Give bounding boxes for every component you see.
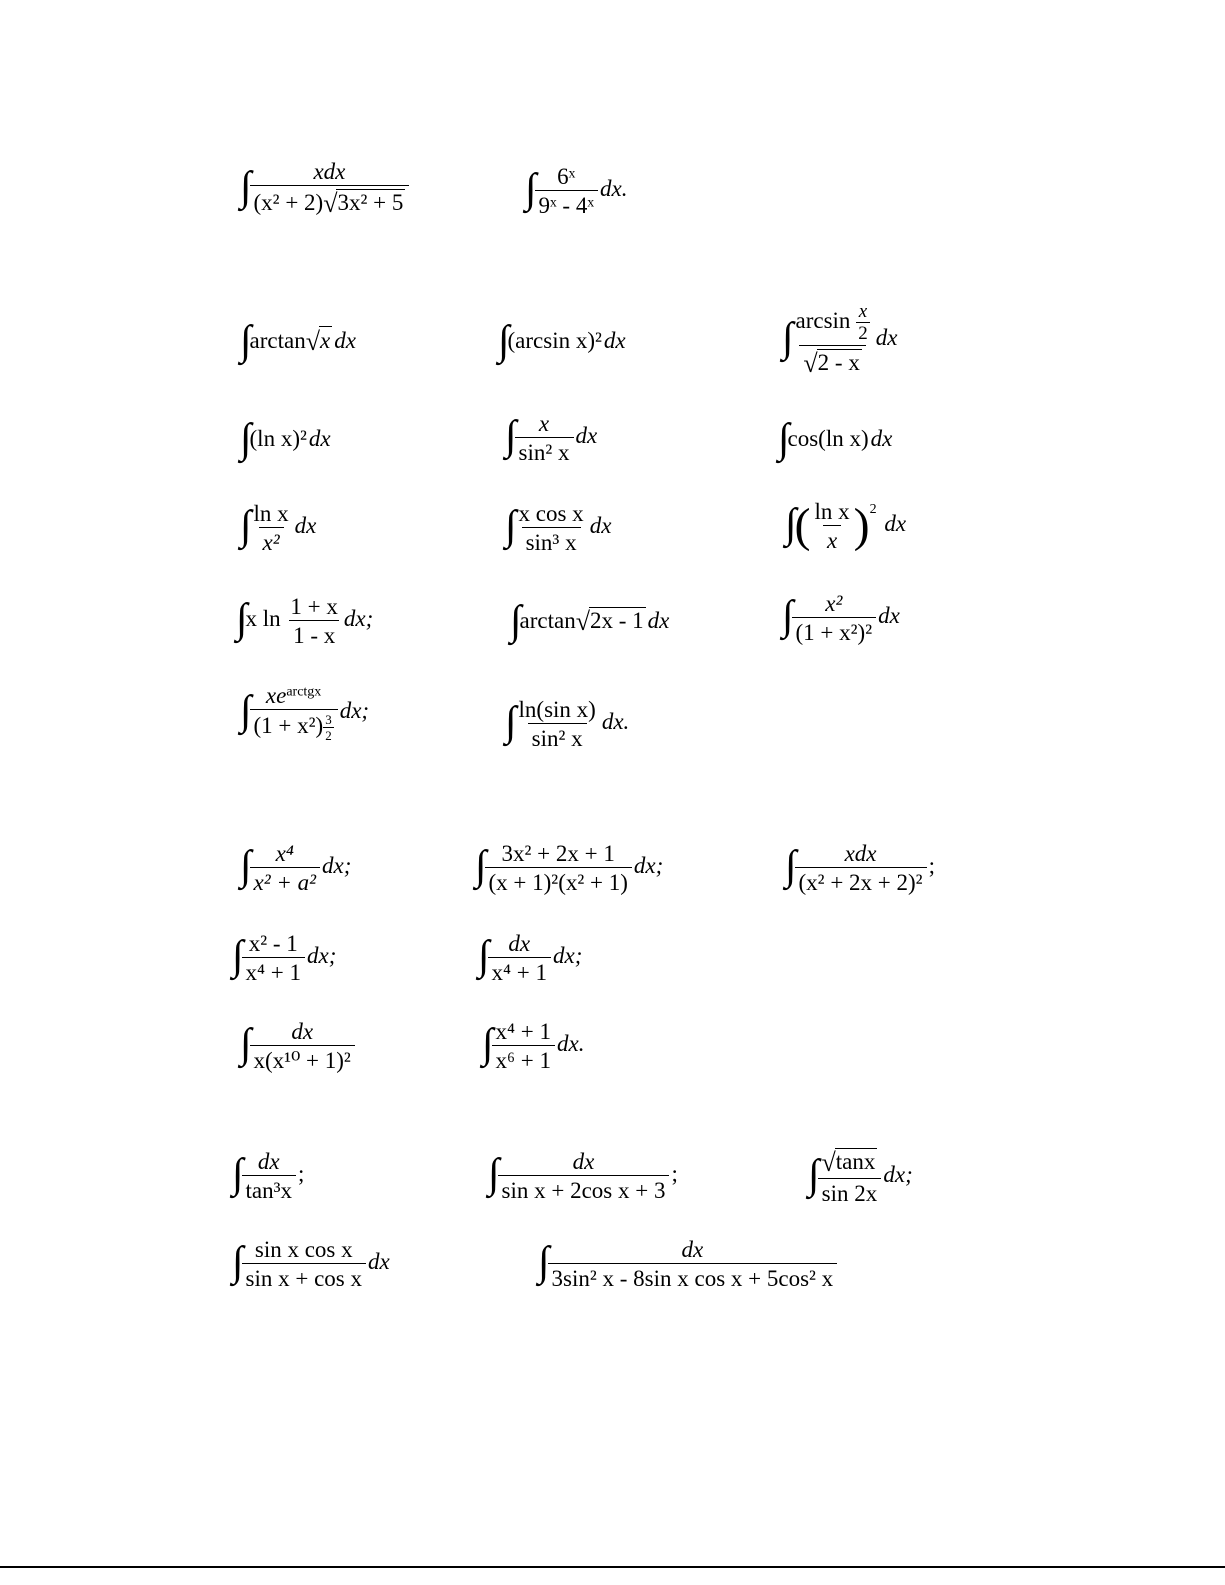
integral-17 xyxy=(240,842,351,894)
integral-sign: ∫ xyxy=(782,314,794,361)
integral-6: ∫(ln x)²dx xyxy=(240,416,331,462)
denominator: x² + a² xyxy=(250,867,321,894)
semicolon: ; xyxy=(928,853,935,879)
denominator: sin x + cos x xyxy=(242,1263,366,1290)
numerator: x⁴ xyxy=(275,841,294,866)
differential: dx xyxy=(870,426,893,452)
integral-9 xyxy=(240,502,316,554)
numerator: sin x cos x xyxy=(254,1237,353,1262)
integral-18 xyxy=(475,842,663,894)
integral-26 xyxy=(808,1148,913,1205)
integral-sign: ∫ xyxy=(240,1021,252,1067)
integral-7 xyxy=(505,412,597,464)
semicolon: ; xyxy=(671,1161,678,1187)
integral-sign: ∫ xyxy=(505,503,517,549)
fraction xyxy=(250,1020,355,1072)
integral-19 xyxy=(785,842,935,894)
denominator xyxy=(799,345,865,377)
denominator: x(x¹⁰ + 1)² xyxy=(250,1045,355,1072)
numerator: xdx xyxy=(844,841,877,866)
denominator: sin² x xyxy=(515,437,574,464)
denominator: sin 2x xyxy=(818,1178,882,1205)
fraction xyxy=(242,1238,366,1290)
fraction xyxy=(250,842,321,894)
integral-sign: ∫ xyxy=(782,593,794,639)
denominator: x⁶ + 1 xyxy=(492,1045,556,1072)
integral-sign: ∫ xyxy=(232,933,244,979)
fraction xyxy=(250,502,293,554)
denominator: tan³x xyxy=(242,1175,297,1202)
integral-sign: ∫ xyxy=(240,416,252,462)
numerator xyxy=(818,1148,882,1178)
integral-28 xyxy=(538,1238,837,1290)
integral-27 xyxy=(232,1238,390,1290)
exponent: 2 xyxy=(869,502,877,518)
numerator: ln x xyxy=(253,501,289,526)
differential: dx xyxy=(603,328,626,354)
denominator: 1 - x xyxy=(289,620,339,647)
integral-21 xyxy=(478,932,582,984)
differential: dx. xyxy=(601,709,630,735)
differential: dx xyxy=(294,513,317,539)
integral-5 xyxy=(782,302,897,377)
differential: dx. xyxy=(557,1031,585,1057)
differential: dx; xyxy=(633,853,664,879)
differential: dx xyxy=(647,608,670,634)
numerator: 3x² + 2x + 1 xyxy=(501,841,615,866)
integral-20 xyxy=(232,932,336,984)
fraction xyxy=(250,684,338,742)
differential: dx xyxy=(575,423,598,449)
denominator: (1 + x²) $\frac{3}{2}$ xyxy=(250,709,338,742)
numerator: xdx xyxy=(313,159,346,184)
integral-25 xyxy=(488,1150,678,1202)
integral-8: ∫cos(ln x)dx xyxy=(778,416,893,462)
integral-24 xyxy=(232,1150,304,1202)
fraction xyxy=(492,1020,556,1072)
integral-sign: ∫ xyxy=(240,688,252,734)
integral-sign: ∫ xyxy=(232,1151,244,1197)
integral-sign: ∫ xyxy=(482,1021,494,1067)
denominator: x⁴ + 1 xyxy=(488,957,552,984)
fraction xyxy=(548,1238,838,1290)
fraction xyxy=(535,165,598,217)
fraction xyxy=(515,502,588,554)
denominator: 3sin² x - 8sin x cos x + 5cos² x xyxy=(548,1263,838,1290)
radical: √2x - 1 xyxy=(575,607,644,637)
radical: √3x² + 5 xyxy=(323,189,404,218)
differential: dx; xyxy=(307,943,337,969)
integral-14 xyxy=(782,592,900,644)
semicolon: ; xyxy=(298,1161,305,1187)
integral-sign: ∫ xyxy=(498,318,510,364)
denominator: 9ˣ - 4ˣ xyxy=(535,190,598,217)
fraction xyxy=(811,500,854,552)
numerator: 1 + x xyxy=(290,594,338,619)
fractional-exponent: $\frac{3}{2}$ xyxy=(325,712,332,743)
differential: dx xyxy=(308,426,331,452)
inner-fraction: $\frac{x}{2}$ xyxy=(858,301,868,344)
numerator: ln x xyxy=(814,499,850,524)
differential: dx xyxy=(368,1249,390,1275)
denominator: (1 + x²)² xyxy=(792,617,877,644)
denominator: x² xyxy=(259,527,284,554)
integral-sign: ∫ xyxy=(236,596,248,642)
integral-sign: ∫ xyxy=(785,501,797,547)
numerator: dx xyxy=(508,931,531,956)
fraction xyxy=(242,1150,297,1202)
page-bottom-rule xyxy=(0,1566,1225,1568)
differential: dx; xyxy=(883,1161,913,1187)
left-paren: ( xyxy=(794,499,811,552)
differential: dx; xyxy=(343,606,374,632)
integral-sign: ∫ xyxy=(525,166,537,212)
fraction xyxy=(488,932,552,984)
fraction xyxy=(485,842,632,894)
numerator: arcsin $\frac{x}{2}$ xyxy=(795,301,868,344)
integral-sign: ∫ xyxy=(488,1151,500,1197)
numerator: 6ˣ xyxy=(557,164,576,189)
fraction xyxy=(818,1148,882,1205)
denominator: x xyxy=(823,525,841,552)
denominator: sin³ x xyxy=(522,527,581,554)
integral-sign: ∫ xyxy=(808,1151,820,1198)
integral-23 xyxy=(482,1020,584,1072)
denominator: sin² x xyxy=(528,723,587,750)
integral-sign: ∫ xyxy=(505,699,517,745)
radical: √x xyxy=(305,327,331,357)
fraction xyxy=(250,160,410,217)
fraction xyxy=(792,302,874,377)
integral-sign: ∫ xyxy=(538,1239,550,1285)
denominator: x⁴ + 1 xyxy=(242,957,306,984)
radical: √tanx xyxy=(821,1148,876,1177)
integral-sign: ∫ xyxy=(785,843,797,889)
integral-11 xyxy=(785,500,906,552)
numerator: dx xyxy=(257,1149,280,1174)
differential: dx xyxy=(589,513,612,539)
numerator: x cos x xyxy=(518,501,584,526)
integral-16 xyxy=(505,698,629,750)
integral-sign: ∫ xyxy=(505,413,517,459)
differential: dx; xyxy=(339,698,370,724)
integral-sign: ∫ xyxy=(240,318,252,364)
denominator: (x² + 2)√3x² + 5 xyxy=(250,185,410,217)
integral-sign: ∫ xyxy=(475,843,487,889)
integral-12: ∫x ln $\frac{1 + x}{1 - x}$ dx; xyxy=(236,594,374,648)
integral-4: ∫(arcsin x)²dx xyxy=(498,318,626,364)
fraction xyxy=(515,412,574,464)
integral-sign: ∫ xyxy=(240,503,252,549)
numerator: dx xyxy=(572,1149,595,1174)
differential: dx xyxy=(878,603,900,629)
differential: dx xyxy=(334,328,356,354)
integral-sign: ∫ xyxy=(232,1239,244,1285)
right-paren: ) xyxy=(853,499,870,552)
differential: dx xyxy=(875,324,898,350)
denominator: (x + 1)²(x² + 1) xyxy=(485,867,632,894)
integral-sign: ∫ xyxy=(778,416,790,462)
fraction xyxy=(286,595,341,647)
fraction xyxy=(498,1150,670,1202)
integral-sign: ∫ xyxy=(478,933,490,979)
numerator: x² - 1 xyxy=(248,931,298,956)
differential: dx xyxy=(884,511,907,537)
denominator: sin x + 2cos x + 3 xyxy=(498,1175,670,1202)
differential: dx. xyxy=(599,176,628,202)
numerator: dx xyxy=(681,1237,704,1262)
integral-13: ∫arctan√2x - 1 dx xyxy=(510,598,670,644)
differential: dx; xyxy=(553,943,583,969)
numerator: x⁴ + 1 xyxy=(495,1019,552,1044)
numerator: ln(sin x) xyxy=(518,697,596,722)
numerator: dx xyxy=(291,1019,314,1044)
fraction xyxy=(515,698,600,750)
integral-3: ∫arctan√x dx xyxy=(240,318,356,364)
fraction xyxy=(795,842,927,894)
integral-1 xyxy=(240,160,409,217)
fraction xyxy=(792,592,877,644)
integral-sign: ∫ xyxy=(240,843,252,889)
numerator: x² xyxy=(825,591,843,616)
integral-sign: ∫ xyxy=(240,163,252,210)
numerator: x xyxy=(538,411,550,436)
integral-2 xyxy=(525,165,627,217)
numerator: $xe^{arctgx}$ xyxy=(265,683,322,708)
integral-10 xyxy=(505,502,611,554)
integral-15 xyxy=(240,684,369,742)
denominator: (x² + 2x + 2)² xyxy=(795,867,927,894)
differential: dx; xyxy=(322,853,352,879)
integral-22 xyxy=(240,1020,355,1072)
integral-sign: ∫ xyxy=(510,598,522,644)
fraction xyxy=(242,932,306,984)
radical: √2 - x xyxy=(803,349,860,378)
